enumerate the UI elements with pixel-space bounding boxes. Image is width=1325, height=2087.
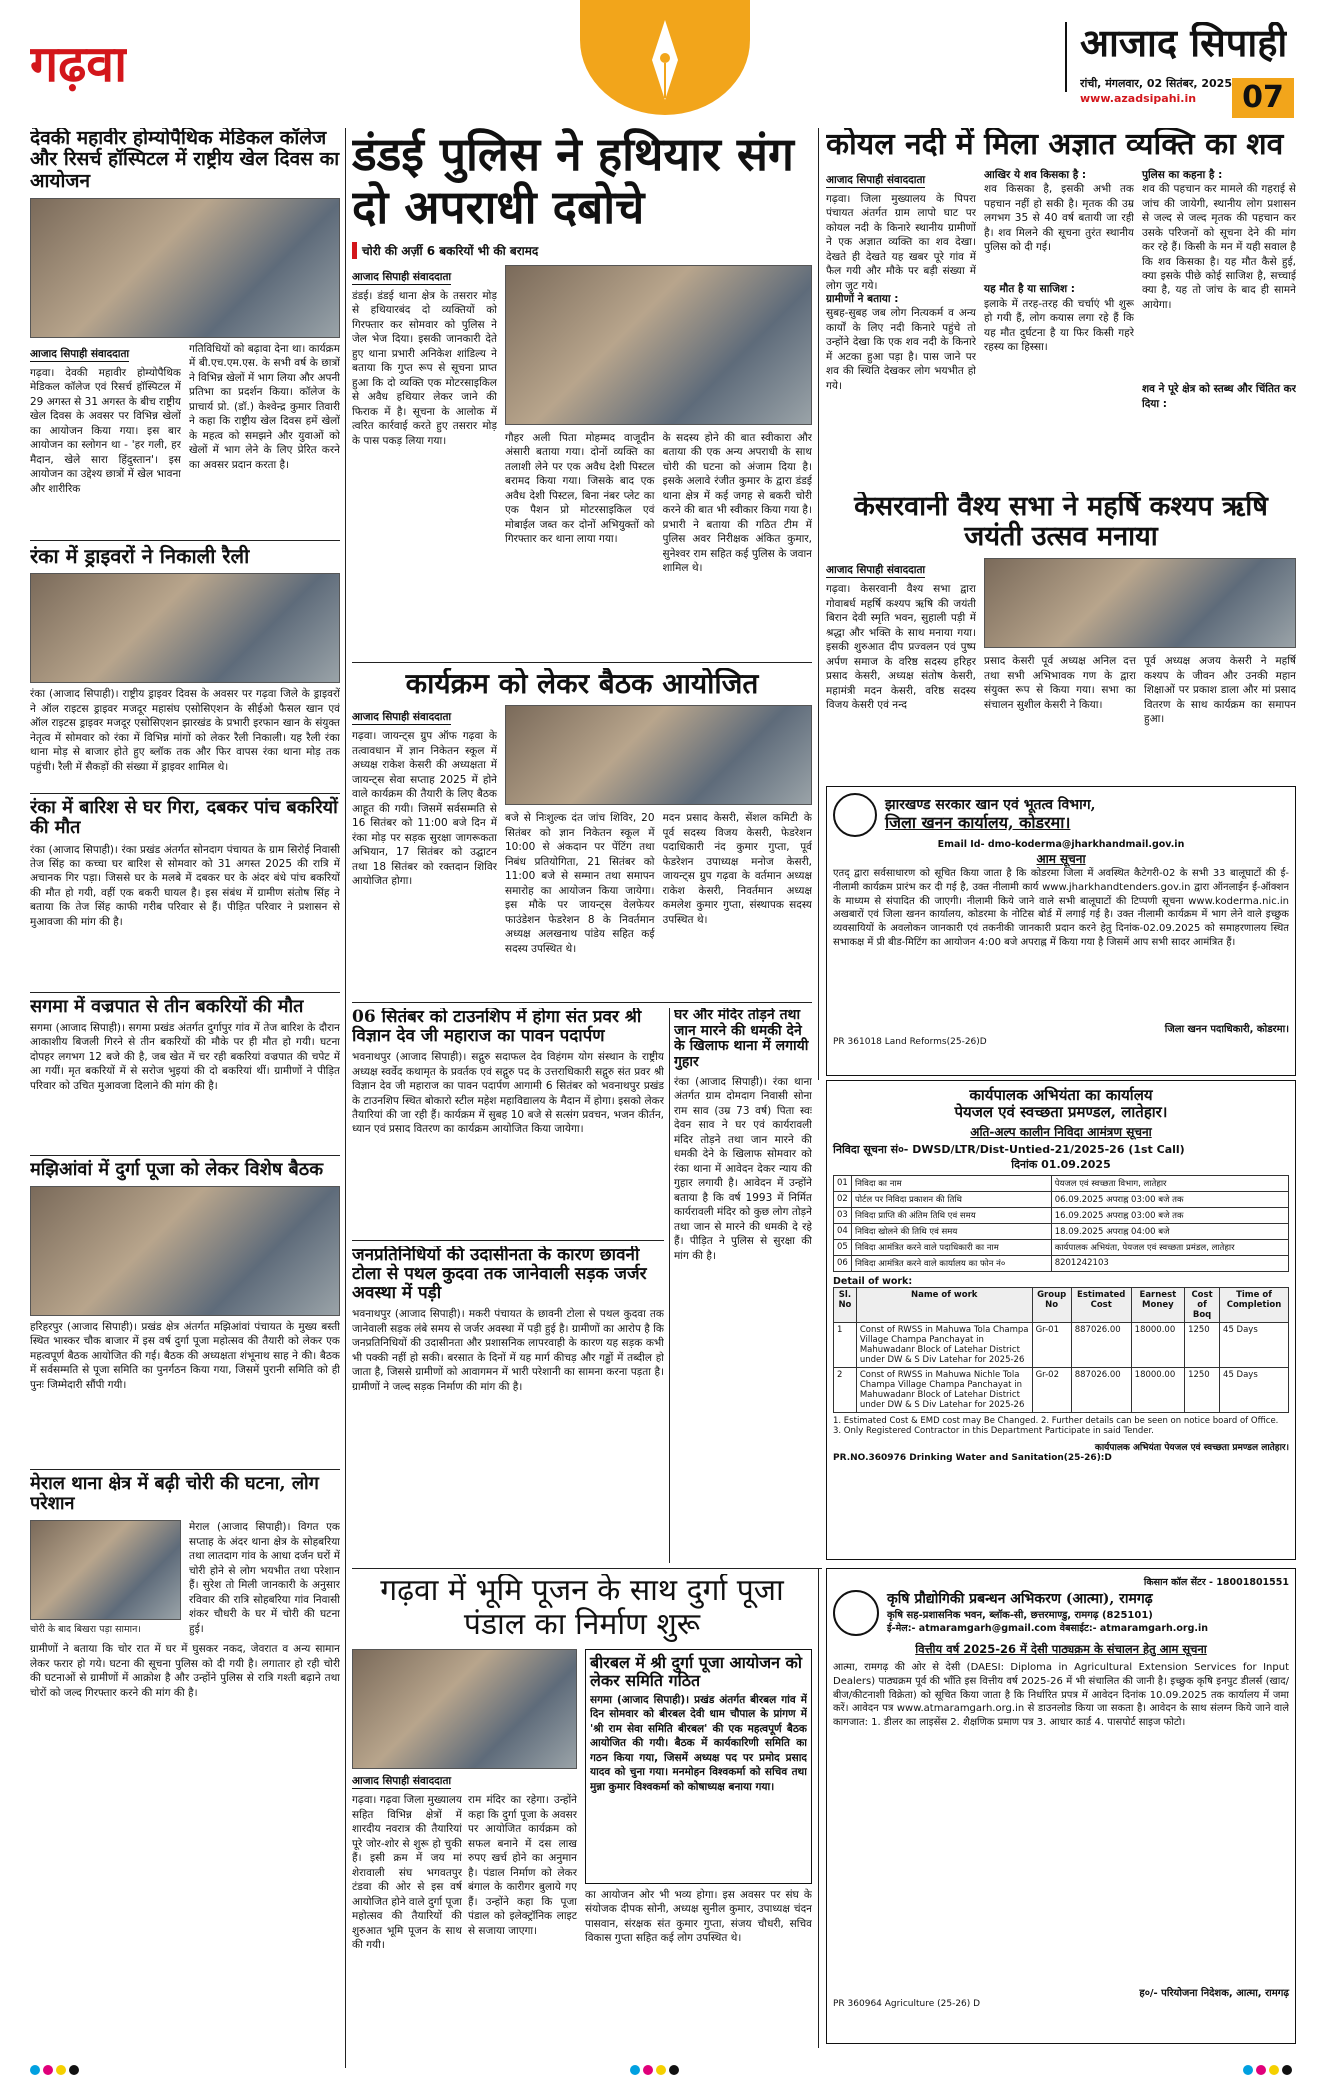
tender-table	[833, 1175, 1289, 1272]
headline-homeo: देवकी महावीर होम्योपैथिक मेडिकल कॉलेज और रिसर्च हॉस्पिटल में राष्ट्रीय खेल दिवस का आयोजन	[30, 128, 340, 192]
masthead-logo	[580, 0, 750, 115]
tender-info-row	[834, 1207, 1289, 1223]
tender-work-cell: 1250	[1185, 1322, 1220, 1367]
tender-date: दिनांक 01.09.2025	[1011, 1157, 1111, 1171]
atma-sign: ह०/- परियोजना निदेशक, आत्मा, रामगढ़	[1139, 1988, 1289, 1999]
tender-work-row	[834, 1322, 1289, 1367]
khanan-pr: PR 361018 Land Reforms(25-26)D	[833, 1037, 987, 1047]
lead-body-3: के सदस्य होने की बात स्वीकारा और बताया की एक अन्य अपराधी के साथ चोरी की घटना को अंजाम दिया है। इसके अलावे रंजीत कुमार के द्वारा डंडई थाना क्षेत्र में कई जगह से बकरी चोरी करने की बात भी स्वीकार किया गया है। प्रभारी ने बताया की गठित टीम में पुलिस अवर निरीक्षक अंकित कुमार, सुनेश्वर राम सहित कई पुलिस के जवान शामिल थे।	[662, 431, 812, 575]
story-ranka-rally: रंका (आजाद सिपाही)। राष्ट्रीय ड्राइवर दिवस के अवसर पर गढ़वा जिले के ड्राइवरों ने ऑल राइटस ड्राइवर मजदूर महासंघ एसोसिएशन के सीईओ फैसल खान एवं ऑल राइटस ड्राइवर मजदूर एसोसिएशन झारखंड के प्रभारी इरफान खान के संयुक्त नेतृत्व में सोमवार को रंका में विभिन्न मांगों को लेकर रैली निकाली। यह रैली रंका थाना मोड़ से बाजार होते हुए ब्लॉक तक और फिर वापस रंका थाना मोड़ तक पहुंची। रैली में सैकड़ों की संख्या में ड्राइवर शामिल थे।	[30, 688, 340, 773]
tender-info-row	[834, 1175, 1289, 1191]
atma-logo-icon	[833, 1590, 879, 1636]
tender-work-cell: 18000.00	[1131, 1367, 1184, 1412]
khanan-sign: जिला खनन पदाधिकारी, कोडरमा।	[1164, 1024, 1289, 1035]
tender-notice	[826, 1080, 1296, 1560]
atma-title: वित्तीय वर्ष 2025-26 में देसी पाठ्यक्रम के संचालन हेतु आम सूचना	[915, 1642, 1207, 1656]
khanan-email: Email Id- dmo-koderma@jharkhandmail.gov.in	[937, 839, 1185, 850]
tender-info-row	[834, 1191, 1289, 1207]
tender-info-cell: 18.09.2025 अपराह्न 04:00 बजे	[1051, 1223, 1288, 1239]
lead-headline: डंडई पुलिस ने हथियार संग दो अपराधी दबोचे	[352, 128, 794, 234]
tender-info-cell: निविदा का नाम	[852, 1175, 1052, 1191]
township-body: भवनाथपुर (आजाद सिपाही)। सद्गुरु सदाफल देव विहंगम योग संस्थान के राष्ट्रीय अध्यक्ष स्वर्वेद कथामृत के प्रवर्तक एवं सद्गुरु पद के उत्तराधिकारी सद्गुरु संत प्रवर श्री विज्ञान देव जी महाराज का पावन पदार्पण आगामी 6 सितंबर को भवनाथपुर प्रखंड के टाउनशिप स्थित बोकारो स्टील महेश महाविद्यालय के मैदान में होगा। इसको लेकर तैयारियां की जा रही हैं। कार्यक्रम में सुबह 10 बजे से सत्संग प्रवचन, भजन कीर्तन, ध्यान एवं प्रसाद वितरण का कार्यक्रम आयोजित किया जायेगा।	[352, 1051, 664, 1136]
tender-info-cell: निविदा आमंत्रित करने वाले कार्यालय का फोन नं०	[852, 1255, 1052, 1271]
byline: आजाद सिपाही संवाददाता	[30, 347, 130, 360]
atma-email: ई-मेल:- atmaramgarh@gmail.com वेबसाईट:- atmaramgarh.org.in	[887, 1623, 1209, 1635]
tender-info-row	[834, 1255, 1289, 1271]
headline-ranka-house: रंका में बारिश से घर गिरा, दबकर पांच बकरियों की मौत	[30, 797, 338, 839]
byline: आजाद सिपाही संवाददाता	[826, 564, 926, 577]
bhoomi-body-1: गढ़वा। गढ़वा जिला मुख्यालय सहित विभिन्न क्षेत्रों में शारदीय नवरात्र की तैयारियां पूरे जोर-शोर से शुरू हो चुकी हैं। इसी क्रम में जय मां शेरावाली संघ भगवतपुर टंडवा की ओर से इस वर्ष आयोजित होने वाले दुर्गा पूजा महोत्सव की तैयारियों की शुरुआत भूमि पूजन के साथ की गयी।	[352, 1794, 462, 1952]
atma-pr: PR 360964 Agriculture (25-26) D	[833, 1999, 981, 2009]
beerbal-headline: बीरबल में श्री दुर्गा पूजा आयोजन को लेकर समिति गठित	[590, 1653, 802, 1691]
jharkhand-emblem-icon	[833, 793, 877, 837]
khanan-org-2: जिला खनन कार्यालय, कोडरमा।	[885, 812, 1071, 832]
tender-org-2: पेयजल एवं स्वच्छता प्रमण्डल, लातेहार।	[954, 1102, 1168, 1121]
column-left	[30, 128, 340, 2068]
registration-marks	[30, 2056, 1295, 2076]
koyal-body-2: सुबह-सुबह जब लोग नित्यकर्म व अन्य कार्यों के लिए नदी किनारे पहुंचे तो उन्होंने देखा कि एक शव नदी के किनारे में अटका हुआ पड़ा है। पास जाने पर शव की स्थिति देखकर लोग भयभीत हो गये।	[826, 307, 976, 392]
koyal-sub-2: आखिर ये शव किसका है :	[984, 168, 1087, 181]
tender-info-cell: 06.09.2025 अपराह्न 03:00 बजे तक	[1051, 1191, 1288, 1207]
tender-work-header: Group No	[1032, 1287, 1071, 1322]
tender-info-row	[834, 1223, 1289, 1239]
tender-info-cell: 03	[834, 1207, 852, 1223]
tender-pr: PR.NO.360976 Drinking Water and Sanitation(25-26):D	[833, 1452, 1112, 1463]
bhoomi-headline: गढ़वा में भूमि पूजन के साथ दुर्गा पूजा पंडाल का निर्माण शुरू	[380, 1574, 784, 1642]
temple-body: रंका (आजाद सिपाही)। रंका थाना अंतर्गत ग्राम दोमदाग निवासी सोना राम साव (उम्र 73 वर्ष) पिता स्वः देवन साव ने घर एवं कार्यरावली मंदिर तोड़ने तथा जान मारने की धमकी देने के खिलाफ सोमवार को रंका थाना में आवेदन देकर न्याय की गुहार लगायी है। आवेदन में उन्होंने बताया है कि वर्ष 1993 में निर्मित कार्यरावली मंदिर को कुछ लोग तोड़ने तथा जान से मारने की धमकी दे रहे हैं। पीड़ित ने पुलिस से सुरक्षा की मांग की है।	[674, 1075, 812, 1262]
road-body: भवनाथपुर (आजाद सिपाही)। मकरी पंचायत के छावनी टोला से पथल कुदवा तक जानेवाली सड़क लंबे समय से जर्जर अवस्था में पड़ी हुई है। ग्रामीणों का आरोप है कि जनप्रतिनिधियों की उदासीनता और प्रशासनिक लापरवाही के कारण यह सड़क कभी भी पक्की नहीं हो सकी। बरसात के दिनों में यह मार्ग कीचड़ और गड्ढों में तब्दील हो जाता है, जिससे ग्रामीणों को आवागमन में भारी परेशानी का सामना करना पड़ता है। ग्रामीणों ने जल्द सड़क निर्माण की मांग की है।	[352, 1308, 664, 1393]
paper-name: आजाद सिपाही	[1080, 22, 1288, 65]
byline: आजाद सिपाही संवाददाता	[352, 270, 452, 283]
township-headline: 06 सितंबर को टाउनशिप में होगा संत प्रवर श्री विज्ञान देव जी महाराज का पावन पदार्पण	[352, 1008, 642, 1047]
headline-ranka-rally: रंका में ड्राइवरों ने निकाली रैली	[30, 543, 250, 568]
kesarwani-headline: केसरवानी वैश्य सभा ने महर्षि कश्यप ऋषि जयंती उत्सव मनाया	[854, 492, 1268, 553]
website[interactable]: www.azadsipahi.in	[1080, 92, 1197, 105]
khanan-body: एतद् द्वारा सर्वसाधारण को सूचित किया जाता है कि कोडरमा जिला में अवस्थित कैटेगरी-02 के सभी 33 बालूघाटों की ई-नीलामी कार्यक्रम प्रारंभ कर दी गई है, उक्त नीलामी कार्य www.jharkhandtenders.gov.in द्वारा ऑनलाईन ई-ऑक्शन के माध्यम से संपादित की जाएगी। नीलामी किये जाने वाले सभी बालूघाटों की टिप्पणी सूचना www.koderma.nic.in अखबारों एवं जिला खनन कार्यालय, कोडरमा के नोटिस बोर्ड में लगाई गई है। उक्त नीलामी कार्यक्रम में भाग लेने वाले इच्छुक व्यवसायियों के अवलोकन जानकारी एवं तकनीकी जानकारी प्रदान करने हेतु दिनांक-02.09.2025 को समाहरणालय स्थित सभाकक्ष में प्री बीड-मिटिंग का आयोजन 4:00 बजे अपराह्न में किया गया है जिसमें आप सभी सादर आमंत्रित हैं।	[833, 868, 1289, 948]
meeting-body-2: बजे से निःशुल्क दंत जांच शिविर, 20 सितंबर को ज्ञान निकेतन स्कूल में 10:00 से अंकदान पर पेंटिंग तथा निबंध प्रतियोगिता, 21 सितंबर को 11:00 बजे से सम्मान तथा समापन समारोह का आयोजन किया जायेगा। इस मौके पर जायन्ट्स वेलफेयर फाउंडेशन फेडरेशन 8 के निवर्तमान अध्यक्ष अलखनाथ पांडेय सहित कई सदस्य उपस्थित थे।	[505, 812, 655, 955]
road-story	[352, 1246, 664, 1564]
kesarwani-story	[826, 492, 1296, 782]
tender-work-header: Sl. No	[834, 1287, 857, 1322]
lead-story	[352, 128, 812, 658]
lead-body-1: डंडई। डंडई थाना क्षेत्र के तसरार मोड़ से हथियारबंद दो व्यक्तियों को गिरफ्तार कर सोमवार को पुलिस ने जेल भेज दिया। इसकी जानकारी देते हुए थाना प्रभारी अनिकेश शांडिल्य ने बताया कि गुप्त रूप से सूचना प्राप्त हुआ कि दो व्यक्ति एक मोटरसाइकिल से अवैध हथियार लेकर जाने की फिराक में है। सूचना के आलोक में त्वरित कार्रवाई करते हुए तसरार मोड़ के पास पकड़ लिया गया।	[352, 289, 497, 447]
tender-info-cell: पेयजल एवं स्वच्छता विभाग, लातेहार	[1051, 1175, 1288, 1191]
atma-notice	[826, 1568, 1296, 2044]
tender-work-cell: 45 Days	[1220, 1367, 1289, 1412]
section-name: गढ़वा	[30, 36, 128, 92]
lead-body-2: गौहर अली पिता मोहम्मद वाजूदीन अंसारी बताया गया। दोनों व्यक्ति का तलाशी लेने पर एक अवैध देशी पिस्टल बरामद किया गया। जिसके बाद एक अवैध देशी पिस्टल, बिना नंबर प्लेट का एक पैशन प्रो मोटरसाइकिल एवं मोबाईल जब्त कर दोनों अभियुक्तों को गिरफ्तार कर थाना लाया गया।	[505, 431, 655, 546]
tender-info-cell: निविदा खोलने की तिथि एवं समय	[852, 1223, 1052, 1239]
tender-work-cell: 887026.00	[1071, 1322, 1131, 1367]
bhoomi-story	[352, 1574, 812, 2044]
tender-work-cell: 1	[834, 1322, 857, 1367]
tender-info-cell: 04	[834, 1223, 852, 1239]
byline: आजाद सिपाही संवाददाता	[352, 711, 452, 724]
tender-info-cell: 01	[834, 1175, 852, 1191]
bhoomi-body-2: राम मंदिर का रहेगा। उन्होंने कहा कि दुर्गा पूजा के अवसर पर आयोजित कार्यक्रम को सफल बनाने में दस लाख रुपए खर्च होने का अनुमान है। पंडाल निर्माण को लेकर बंगाल के कारीगर बुलाये गए हैं। उन्होंने कहा कि पूजा पंडाल को इलेक्ट्रॉनिक लाइट से सजाया जाएगा।	[468, 1794, 577, 1937]
kesarwani-body-3: पूर्व अध्यक्ष अजय केसरी ने महर्षि कश्यप के जीवन और उनकी महान शिक्षाओं पर प्रकाश डाला और मां प्रसाद वितरण के साथ कार्यक्रम का समापन हुआ।	[1144, 655, 1296, 726]
tender-work-cell: 2	[834, 1367, 857, 1412]
story-homeo-1: गढ़वा। देवकी महावीर होम्योपैथिक मेडिकल कॉलेज एवं रिसर्च हॉस्पिटल में 29 अगस्त से 31 अगस्त के बीच राष्ट्रीय खेल दिवस के अवसर पर विभिन्न खेलों का आयोजन किया गया। इस बार आयोजन का स्लोगन था - 'हर गली, हर मैदान, खेले सारा हिंदुस्तान'। इस आयोजन का उद्देश्य छात्रों में खेल भावना और शारीरिक	[30, 366, 181, 495]
lead-subhead: चोरी की अर्ज़ी 6 बकरियों भी की बरामद	[352, 242, 812, 259]
tender-works-table	[833, 1287, 1289, 1413]
road-headline: जनप्रतिनिधियों की उदासीनता के कारण छावनी टोला से पथल कुदवा तक जानेवाली सड़क जर्जर अवस्था में पड़ी	[352, 1246, 647, 1304]
photo-ranka-rally	[30, 573, 340, 683]
tender-work-header: Estimated Cost	[1071, 1287, 1131, 1322]
tender-title: अति-अल्प कालीन निविदा आमंत्रण सूचना	[970, 1124, 1152, 1139]
photo-meral-theft	[30, 1520, 181, 1620]
koyal-body-4: इलाके में तरह-तरह की चर्चाएं भी शुरू हो गयी हैं, लोग कयास लगा रहे हैं कि यह मौत दुर्घटना है या फिर किसी गहरे रहस्य का हिस्सा।	[984, 297, 1134, 354]
kesarwani-body-2: प्रसाद केसरी पूर्व अध्यक्ष अनिल दत्त तथा सभी अभिभावक गण के द्वारा संयुक्त रूप से किया गया। सभा का संचालन सुशील केसरी ने किया।	[984, 655, 1136, 711]
khanan-org-1: झारखण्ड सरकार खान एवं भूतत्व विभाग,	[885, 797, 1096, 814]
tender-info-cell: 16.09.2025 अपराह्न 03:00 बजे तक	[1051, 1207, 1288, 1223]
meeting-headline: कार्यक्रम को लेकर बैठक आयोजित	[405, 668, 759, 700]
meeting-body-1: गढ़वा। जायन्ट्स ग्रुप ऑफ गढ़वा के तत्वावधान में ज्ञान निकेतन स्कूल में अध्यक्ष राकेश केसरी की अध्यक्षता में जायन्ट्स सेवा सप्ताह 2025 में होने वाले कार्यक्रम की तैयारी के लिए बैठक आहूत की गयी। जिसमें सर्वसम्मति से 16 सितंबर को 11:00 बजे दिन में रंका मोड़ पर सड़क सुरक्षा जागरूकता अभियान, 17 सितंबर को उद्घाटन तथा 18 सितंबर को रक्तदान शिविर आयोजित होगा।	[352, 730, 497, 888]
photo-homeo	[30, 198, 340, 338]
tender-work-header: Name of work	[856, 1287, 1032, 1322]
atma-kisan: किसान कॉल सेंटर - 18001801551	[1143, 1577, 1289, 1588]
page-number: 07	[1232, 78, 1294, 118]
tender-info-cell: निविदा आमंत्रित करने वाले पदाधिकारी का नाम	[852, 1239, 1052, 1255]
tender-info-cell: कार्यपालक अभियंता, पेयजल एवं स्वच्छता प्रमंडल, लातेहार	[1051, 1239, 1288, 1255]
khanan-title: आम सूचना	[1036, 852, 1086, 866]
koyal-sub-1: ग्रामीणों ने बताया :	[826, 292, 899, 305]
koyal-story	[826, 128, 1296, 488]
temple-headline: घर और मंदिर तोड़ने तथा जान मारने की धमकी देने के खिलाफ थाना में लगायी गुहार	[674, 1008, 809, 1071]
tender-notes: 1. Estimated Cost & EMD cost may Be Changed. 2. Further details can be seen on notice board of Office. 3. Only Registered Contractor in this Department Participate in said Tender.	[833, 1415, 1279, 1436]
lead-photo	[505, 265, 812, 425]
atma-body: आत्मा, रामगढ़ की ओर से देसी (DAESI: Diploma in Agricultural Extension Services for Input Dealers) पाठ्यक्रम पूर्व की भाँति इस वित्तीय वर्ष 2025-26 में भी संचालित की जानी है। इच्छुक कृषि इनपुट डीलर्स (खाद/बीज/कीटनाशी विक्रेता) को सूचित किया जाता है कि निर्धारित प्रपत्र में आवेदन दिनांक 10.09.2025 तक कार्यालय में जमा करें। आवेदन पत्र www.atmaramgarh.org.in से डाउनलोड किया जा सकता है। आवेदन के साथ संलग्न किये जाने वाले कागजात: 1. डीलर का लाइसेंस 2. शैक्षणिक प्रमाण पत्र 3. आधार कार्ड 4. पासपोर्ट साइज फोटो।	[833, 1662, 1289, 1729]
byline: आजाद सिपाही संवाददाता	[826, 173, 926, 186]
kesarwani-photo	[984, 558, 1296, 648]
atma-org: कृषि प्रौद्योगिकी प्रबन्धन अभिकरण (आत्मा), रामगढ़	[887, 1590, 1153, 1607]
tender-work-cell: 887026.00	[1071, 1367, 1131, 1412]
kesarwani-body-1: गढ़वा। केसरवानी वैश्य सभा द्वारा गोवाबर्ध महर्षि कश्यप ऋषि की जयंती बिरान देवी स्मृति भवन, सुहाली पड़ी में श्रद्धा और भक्ति के साथ मनाया गया। इसकी शुरुआत दीप प्रज्वलन एवं पुष्प अर्पण समाज के वरिष्ठ सदस्य हरिहर प्रसाद केसरी, अध्यक्ष संतोष केसरी, महामंत्री मदन केसरी, वरिष्ठ सदस्य विजय केसरी एवं नन्द	[826, 583, 976, 712]
township-story	[352, 1008, 664, 1236]
headline-sagma-lightning: सगमा में वज्रपात से तीन बकरियों की मौत	[30, 995, 304, 1017]
tender-work-title: Detail of work:	[833, 1275, 913, 1287]
tender-work-cell: Const of RWSS in Mahuwa Tola Champa Village Champa Panchayat in Mahuwadanr Block of Latehar District under DW & S Div Latehar for 2025-26	[856, 1322, 1032, 1367]
beerbal-body: सगमा (आजाद सिपाही)। प्रखंड अंतर्गत बीरबल गांव में दिन सोमवार को बीरबल देवी धाम चौपाल के प्रांगण में 'श्री राम सेवा समिति बीरबल' की एक महत्वपूर्ण बैठक आयोजित की गयी। बैठक में कार्यकारिणी समिति का गठन किया गया, जिसमें अध्यक्ष पद पर प्रमोद प्रसाद यादव को चुना गया। मनमोहन विश्वकर्मा को सचिव तथा मुन्ना कुमार विश्वकर्मा को कोषाध्यक्ष बनाया गया।	[590, 1694, 807, 1793]
tender-info-cell: 06	[834, 1255, 852, 1271]
tender-work-cell: 18000.00	[1131, 1322, 1184, 1367]
koyal-body-1: गढ़वा। जिला मुख्यालय के पिपरा पंचायत अंतर्गत ग्राम लापो घाट पर कोयल नदी के किनारे स्थानीय ग्रामीणों ने एक अज्ञात व्यक्ति का शव देखा। देखते ही देखते यह खबर पूरे गांव में फैल गयी और मौके पर बड़ी संख्या में लोग जुट गये।	[826, 192, 976, 292]
tender-ref: निविदा सूचना सं०- DWSD/LTR/Dist-Untied-21/2025-26 (1st Call)	[833, 1142, 1185, 1156]
koyal-sub-3: शव ने पूरे क्षेत्र को स्तब्ध और चिंतित कर दिया :	[1142, 383, 1296, 410]
tender-work-cell: 45 Days	[1220, 1322, 1289, 1367]
tender-work-cell: Gr-01	[1032, 1322, 1071, 1367]
tender-org-1: कार्यपालक अभियंता का कार्यालय	[969, 1086, 1153, 1104]
story-meral-1: मेराल (आजाद सिपाही)। विगत एक सप्ताह के अंदर थाना क्षेत्र के सोहबरिया तथा लातदाग गांव के आधा दर्जन घरों में चोरी होने से लोग भयभीत तथा परेशान हैं। सुरेश तो मिली जानकारी के अनुसार रविवार की रात्रि सोहबरिया गांव निवासी शंकर चौधरी के घर में चोरी की घटना हुई।	[189, 1521, 340, 1635]
tender-info-cell: पोर्टल पर निविदा प्रकाशन की तिथि	[852, 1191, 1052, 1207]
photo-caption-meral: चोरी के बाद बिखरा पड़ा सामान।	[30, 1624, 142, 1636]
tender-work-header: Time of Completion	[1220, 1287, 1289, 1322]
story-homeo-2: गतिविधियों को बढ़ावा देना था। कार्यक्रम में बी.एच.एम.एस. के सभी वर्ष के छात्रों ने विभिन्न खेलों में भाग लिया और अपनी प्रतिभा का प्रदर्शन किया। कॉलेज के प्राचार्य प्रो. (डॉ.) केश्वेन्द्र कुमार तिवारी ने कहा कि राष्ट्रीय खेल दिवस हमें खेलों के महत्व को समझने और युवाओं को खेलों में भाग लेने के लिए प्रेरित करने का अवसर प्रदान करता है।	[189, 342, 340, 471]
bhoomi-photo	[352, 1649, 577, 1769]
story-durga-meeting: हरिहरपुर (आजाद सिपाही)। प्रखंड क्षेत्र अंतर्गत मझिआंवां पंचायत के मुख्य बस्ती स्थित भास्कर चौक बाजार में इस वर्ष दुर्गा पूजा महोत्सव की तैयारी को लेकर एक महत्वपूर्ण बैठक आयोजित की गई। बैठक की अध्यक्षता शंभूनाथ साह ने की। बैठक में सर्वसम्मति से पूजा समिति का पुनर्गठन किया गया, जिसमें पुरानी समिति को ही पुनः जिम्मेदारी सौंपी गयी।	[30, 1320, 340, 1391]
koyal-body-3: शव किसका है, इसकी अभी तक पहचान नहीं हो सकी है। मृतक की उम्र लगभग 35 से 40 वर्ष बतायी जा रही है। शव मिलने की सूचना तुरंत स्थानीय पुलिस को दी गई।	[984, 183, 1134, 254]
story-sagma-lightning: सगमा (आजाद सिपाही)। सगमा प्रखंड अंतर्गत दुर्गापुर गांव में तेज बारिश के दौरान आकाशीय बिजली गिरने से तीन बकरियों की मौके पर ही मौत हो गयी। घटना दोपहर लगभग 12 बजे की है, जब खेत में चर रही बकरियां वज्रपात की चपेट में आ गयीं। मृत बकरियों में से सरोज भुइयां की दो बकरियां थीं। ग्रामीणों ने पीड़ित परिवार को उचित मुआवजा दिलाने की मांग की है।	[30, 1021, 340, 1092]
headline-durga-meeting: मझिआंवां में दुर्गा पूजा को लेकर विशेष बैठक	[30, 1158, 324, 1180]
tender-work-header: Earnest Money	[1131, 1287, 1184, 1322]
tender-info-cell: 05	[834, 1239, 852, 1255]
tender-work-row	[834, 1367, 1289, 1412]
beerbal-body-2: का आयोजन ओर भी भव्य होगा। इस अवसर पर संघ के संयोजक दीपक सोनी, अध्यक्ष सुनील कुमार, उपाध्यक्ष चंदन पासवान, संरक्षक संत कुमार गुप्ता, संजय चौधरी, सचिव विकास गुप्ता सहित कई लोग उपस्थित थे।	[585, 1889, 812, 1945]
headline-meral-theft: मेराल थाना क्षेत्र में बढ़ी चोरी की घटना, लोग परेशान	[30, 1472, 319, 1514]
dateline: रांची, मंगलवार, 02 सितंबर, 2025	[1080, 77, 1232, 90]
koyal-headline: कोयल नदी में मिला अज्ञात व्यक्ति का शव	[826, 128, 1284, 162]
meeting-photo	[505, 705, 812, 805]
tender-work-cell: Const of RWSS in Mahuwa Nichle Tola Champa Village Champa Panchayat in Mahuwadanr Block of Latehar District under DW & S Div Latehar for 2025-26	[856, 1367, 1032, 1412]
koyal-sub-4: यह मौत है या साजिश :	[984, 283, 1075, 296]
temple-story	[674, 1008, 812, 1563]
story-meral-2: ग्रामीणों ने बताया कि चोर रात में घर में घुसकर नकद, जेवरात व अन्य सामान लेकर फरार हो गये। घटना की सूचना पुलिस को दी गयी है। लगातार हो रही चोरी की घटनाओं से ग्रामीणों में आक्रोश है और उन्होंने पुलिस से रात्रि गश्ती बढ़ाने तथा चोरों को जल्द गिरफ्तार करने की मांग की है।	[30, 1643, 340, 1699]
koyal-body-5: शव की पहचान कर मामले की गहराई से जांच की जायेगी, स्थानीय लोग प्रशासन से जल्द से जल्द मृतक की पहचान कर उसके परिजनों को सूचना देने की मांग कर रहे हैं। किसी के मन में यही सवाल है कि शव किसका है। यह मौत कैसे हुई, क्या इसके पीछे कोई साजिश है, सच्चाई क्या है, यह तो जांच के बाद ही सामने आयेगा।	[1142, 183, 1296, 311]
tender-work-cell: 1250	[1185, 1367, 1220, 1412]
tender-work-cell: Gr-02	[1032, 1367, 1071, 1412]
atma-addr: कृषि सह-प्रशासनिक भवन, ब्लॉक-सी, छत्तरमाण्डु, रामगढ़ (825101)	[887, 1610, 1153, 1622]
tender-info-cell: निविदा प्राप्ति की अंतिम तिथि एवं समय	[852, 1207, 1052, 1223]
meeting-story	[352, 668, 812, 998]
photo-durga-meeting	[30, 1186, 340, 1316]
koyal-sub-5: पुलिस का कहना है :	[1142, 168, 1223, 181]
story-ranka-house: रंका (आजाद सिपाही)। रंका प्रखंड अंतर्गत सोनदाग पंचायत के ग्राम सिरोई निवासी तेज सिंह का कच्चा घर बारिश से सोमवार को 31 अगस्त 2025 की रात्रि में अचानक गिर पड़ा। जिससे घर के मलबे में दबकर घर के अंदर बंधे पांच बकरियों की मौत हो गयी, वहीं एक बकरी घायल है। इस संबंध में ग्रामीण संतोष सिंह ने बताया कि तेज सिंह काफी गरीब परिवार से हैं। पीड़ित परिवार ने प्रशासन से मुआवजा की मांग की है।	[30, 843, 340, 928]
tender-work-header: Cost of Boq	[1185, 1287, 1220, 1322]
tender-info-cell: 8201242103	[1051, 1255, 1288, 1271]
tender-info-cell: 02	[834, 1191, 852, 1207]
tender-sign: कार्यपालक अभियंता पेयजल एवं स्वच्छता प्रमण्डल लातेहार।	[1094, 1442, 1289, 1453]
byline: आजाद सिपाही संवाददाता	[352, 1775, 452, 1788]
khanan-notice	[826, 786, 1296, 1076]
meeting-body-3: मदन प्रसाद केसरी, सेंशल कमिटी के पूर्व सदस्य विजय केसरी, फेडरेशन पदाधिकारी नंद कुमार गुप्ता, पूर्व फेडरेशन उपाध्यक्ष मनोज केसरी, जायन्ट्स ग्रुप गढ़वा के वर्तमान अध्यक्ष राकेश केसरी, निवर्तमान अध्यक्ष कमलेश कुमार गुप्ता, संस्थापक सदस्य उपस्थित थे।	[662, 812, 812, 926]
tender-info-row	[834, 1239, 1289, 1255]
masthead	[0, 0, 1325, 118]
